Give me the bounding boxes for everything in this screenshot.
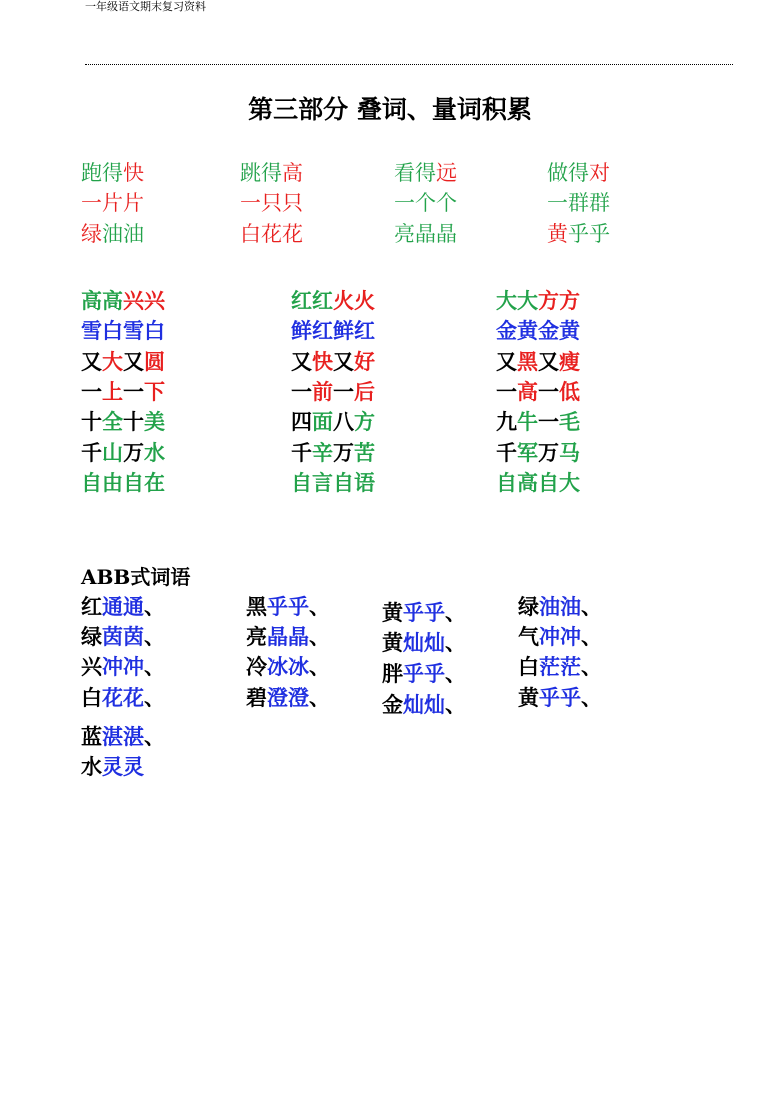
idiom-item xyxy=(81,285,165,315)
phrase-segment: 一片片 xyxy=(81,191,144,215)
phrase-segment: 牛 xyxy=(517,409,538,434)
phrase-segment: 油油 xyxy=(539,594,581,619)
phrase-segment: 大大 xyxy=(496,288,538,313)
phrase-segment: 一 xyxy=(333,379,354,404)
phrase-segment: 胖 xyxy=(382,661,403,686)
idiom-item xyxy=(291,285,375,315)
phrase-segment: 方 xyxy=(354,409,375,434)
phrase-segment: 又 xyxy=(81,349,102,374)
idiom-item xyxy=(81,346,165,376)
phrase-item xyxy=(394,157,457,187)
abb-word xyxy=(518,682,602,712)
phrase-segment: 四 xyxy=(291,409,312,434)
phrase-segment: 红 xyxy=(81,594,102,619)
phrase-segment: 美 xyxy=(144,409,165,434)
phrase-segment: 、 xyxy=(144,724,165,749)
phrase-segment: 、 xyxy=(445,630,466,655)
phrase-segment: 大 xyxy=(102,349,123,374)
idiom-item xyxy=(291,376,375,406)
abb-section-title: ABB式词语 xyxy=(81,565,191,589)
phrase-segment: 万 xyxy=(333,440,354,465)
phrase-segment: 气 xyxy=(518,624,539,649)
phrase-item xyxy=(547,187,610,217)
phrase-item xyxy=(394,218,457,248)
phrase-segment: 前 xyxy=(312,379,333,404)
idiom-item xyxy=(291,437,375,467)
phrase-segment: 下 xyxy=(144,379,165,404)
phrase-segment: 冰冰 xyxy=(267,654,309,679)
phrase-segment: 油油 xyxy=(102,222,144,246)
phrase-segment: 看得 xyxy=(394,161,436,185)
phrase-segment: 高高 xyxy=(81,288,123,313)
phrase-segment: 一 xyxy=(538,409,559,434)
abb-word xyxy=(246,651,330,681)
phrase-segment: 圆 xyxy=(144,349,165,374)
phrase-segment: 面 xyxy=(312,409,333,434)
phrase-segment: 水 xyxy=(81,754,102,779)
phrase-segment: 远 xyxy=(436,161,457,185)
phrase-segment: 自由自在 xyxy=(81,470,165,495)
phrase-segment: 、 xyxy=(144,594,165,619)
phrase-segment: 黑 xyxy=(246,594,267,619)
abb-word xyxy=(81,621,165,651)
phrase-segment: 十 xyxy=(81,409,102,434)
phrase-segment: 做得 xyxy=(547,161,589,185)
phrase-segment: 毛 xyxy=(559,409,580,434)
phrase-segment: 又 xyxy=(496,349,517,374)
phrase-segment: 、 xyxy=(581,594,602,619)
abb-word xyxy=(382,689,466,719)
phrase-segment: 千 xyxy=(496,440,517,465)
abb-word xyxy=(382,597,466,627)
phrase-segment: 全 xyxy=(102,409,123,434)
phrase-segment: 湛湛 xyxy=(102,724,144,749)
idiom-item xyxy=(496,376,580,406)
abb-word xyxy=(81,651,165,681)
phrase-segment: 苦 xyxy=(354,440,375,465)
phrase-segment: 冷 xyxy=(246,654,267,679)
phrase-segment: 白 xyxy=(518,654,539,679)
phrase-segment: 、 xyxy=(144,654,165,679)
phrase-segment: 、 xyxy=(581,624,602,649)
phrase-segment: 九 xyxy=(496,409,517,434)
phrase-segment: 黄 xyxy=(518,685,539,710)
idiom-item xyxy=(81,406,165,436)
phrase-segment: 自高自大 xyxy=(496,470,580,495)
phrase-segment: 澄澄 xyxy=(267,685,309,710)
phrase-segment: 红红 xyxy=(291,288,333,313)
phrase-segment: 鲜红鲜红 xyxy=(291,318,375,343)
phrase-segment: 水 xyxy=(144,440,165,465)
phrase-segment: 冲冲 xyxy=(539,624,581,649)
idiom-item xyxy=(496,346,580,376)
phrase-segment: 万 xyxy=(538,440,559,465)
phrase-segment: 黑 xyxy=(517,349,538,374)
phrase-segment: 一只只 xyxy=(240,191,303,215)
phrase-item xyxy=(240,157,303,187)
phrase-segment: 、 xyxy=(309,685,330,710)
phrase-segment: 冲冲 xyxy=(102,654,144,679)
phrase-segment: 乎乎 xyxy=(539,685,581,710)
phrase-segment: 黄 xyxy=(382,600,403,625)
phrase-segment: 绿 xyxy=(518,594,539,619)
abb-word xyxy=(518,651,602,681)
abb-word xyxy=(246,682,330,712)
phrase-segment: 万 xyxy=(123,440,144,465)
phrase-segment: 上 xyxy=(102,379,123,404)
phrase-segment: 后 xyxy=(354,379,375,404)
phrase-segment: 、 xyxy=(581,685,602,710)
phrase-segment: 跳得 xyxy=(240,161,282,185)
phrase-segment: 快 xyxy=(312,349,333,374)
phrase-segment: 马 xyxy=(559,440,580,465)
phrase-segment: 茫茫 xyxy=(539,654,581,679)
phrase-segment: 兴兴 xyxy=(123,288,165,313)
phrase-segment: 一 xyxy=(123,379,144,404)
phrase-item xyxy=(394,187,457,217)
phrase-segment: 绿 xyxy=(81,624,102,649)
phrase-segment: 十 xyxy=(123,409,144,434)
phrase-segment: 瘦 xyxy=(559,349,580,374)
phrase-segment: 雪白雪白 xyxy=(81,318,165,343)
phrase-segment: 乎乎 xyxy=(403,600,445,625)
phrase-segment: 乎乎 xyxy=(568,222,610,246)
phrase-segment: 高 xyxy=(282,161,303,185)
phrase-segment: 一个个 xyxy=(394,191,457,215)
phrase-segment: 灵灵 xyxy=(102,754,144,779)
phrase-segment: 花花 xyxy=(102,685,144,710)
phrase-segment: 八 xyxy=(333,409,354,434)
page-header: 一年级语文期末复习资料 xyxy=(85,0,206,13)
phrase-segment: 又 xyxy=(538,349,559,374)
phrase-segment: 灿灿 xyxy=(403,692,445,717)
page-title: 第三部分 叠词、量词积累 xyxy=(248,95,532,124)
phrase-segment: 、 xyxy=(445,692,466,717)
abb-word xyxy=(382,658,466,688)
abb-word xyxy=(246,621,330,651)
phrase-segment: 、 xyxy=(445,661,466,686)
phrase-segment: 一 xyxy=(538,379,559,404)
phrase-segment: 方方 xyxy=(538,288,580,313)
phrase-segment: 、 xyxy=(309,594,330,619)
phrase-segment: 又 xyxy=(123,349,144,374)
phrase-segment: 山 xyxy=(102,440,123,465)
idiom-item xyxy=(81,467,165,497)
phrase-segment: 、 xyxy=(309,654,330,679)
phrase-segment: 蓝 xyxy=(81,724,102,749)
idiom-item xyxy=(291,346,375,376)
abb-word xyxy=(246,591,330,621)
phrase-segment: 千 xyxy=(291,440,312,465)
phrase-item xyxy=(81,157,144,187)
phrase-segment: 、 xyxy=(309,624,330,649)
phrase-segment: 千 xyxy=(81,440,102,465)
phrase-segment: 低 xyxy=(559,379,580,404)
phrase-segment: 又 xyxy=(291,349,312,374)
phrase-segment: 一 xyxy=(291,379,312,404)
idiom-item xyxy=(496,437,580,467)
abb-word xyxy=(81,591,165,621)
phrase-segment: 辛 xyxy=(312,440,333,465)
abb-word xyxy=(518,621,602,651)
idiom-item xyxy=(291,467,375,497)
abb-word xyxy=(518,591,602,621)
phrase-segment: 、 xyxy=(144,624,165,649)
phrase-segment: 白花花 xyxy=(240,222,303,246)
abb-word xyxy=(81,682,165,712)
phrase-segment: 快 xyxy=(123,161,144,185)
idiom-item xyxy=(496,315,580,345)
idiom-item xyxy=(496,285,580,315)
idiom-item xyxy=(496,406,580,436)
phrase-segment: 乎乎 xyxy=(267,594,309,619)
phrase-segment: 火火 xyxy=(333,288,375,313)
phrase-segment: 、 xyxy=(445,600,466,625)
phrase-item xyxy=(240,187,303,217)
phrase-segment: 自言自语 xyxy=(291,470,375,495)
phrase-segment: 金 xyxy=(382,692,403,717)
phrase-segment: 金黄金黄 xyxy=(496,318,580,343)
phrase-item xyxy=(547,218,610,248)
phrase-segment: 又 xyxy=(333,349,354,374)
phrase-segment: 茵茵 xyxy=(102,624,144,649)
idiom-item xyxy=(81,376,165,406)
phrase-item xyxy=(240,218,303,248)
phrase-item xyxy=(547,157,610,187)
idiom-item xyxy=(81,315,165,345)
phrase-segment: 一 xyxy=(496,379,517,404)
abb-word xyxy=(81,721,165,751)
idiom-item xyxy=(291,315,375,345)
phrase-segment: 、 xyxy=(581,654,602,679)
phrase-segment: 对 xyxy=(589,161,610,185)
phrase-segment: 兴 xyxy=(81,654,102,679)
phrase-segment: 黄 xyxy=(547,222,568,246)
phrase-segment: 亮晶晶 xyxy=(394,222,457,246)
idiom-item xyxy=(496,467,580,497)
phrase-segment: 碧 xyxy=(246,685,267,710)
phrase-segment: 军 xyxy=(517,440,538,465)
phrase-item xyxy=(81,218,144,248)
idiom-item xyxy=(81,437,165,467)
phrase-segment: 晶晶 xyxy=(267,624,309,649)
abb-word xyxy=(81,751,144,781)
phrase-segment: 一群群 xyxy=(547,191,610,215)
abb-word xyxy=(382,627,466,657)
header-rule xyxy=(85,64,733,65)
phrase-segment: 通通 xyxy=(102,594,144,619)
phrase-segment: 黄 xyxy=(382,630,403,655)
phrase-segment: 一 xyxy=(81,379,102,404)
idiom-item xyxy=(291,406,375,436)
phrase-segment: 灿灿 xyxy=(403,630,445,655)
phrase-segment: 高 xyxy=(517,379,538,404)
phrase-segment: 跑得 xyxy=(81,161,123,185)
phrase-segment: 、 xyxy=(144,685,165,710)
phrase-segment: 白 xyxy=(81,685,102,710)
phrase-segment: 绿 xyxy=(81,222,102,246)
phrase-item xyxy=(81,187,144,217)
phrase-segment: 好 xyxy=(354,349,375,374)
phrase-segment: 亮 xyxy=(246,624,267,649)
phrase-segment: 乎乎 xyxy=(403,661,445,686)
